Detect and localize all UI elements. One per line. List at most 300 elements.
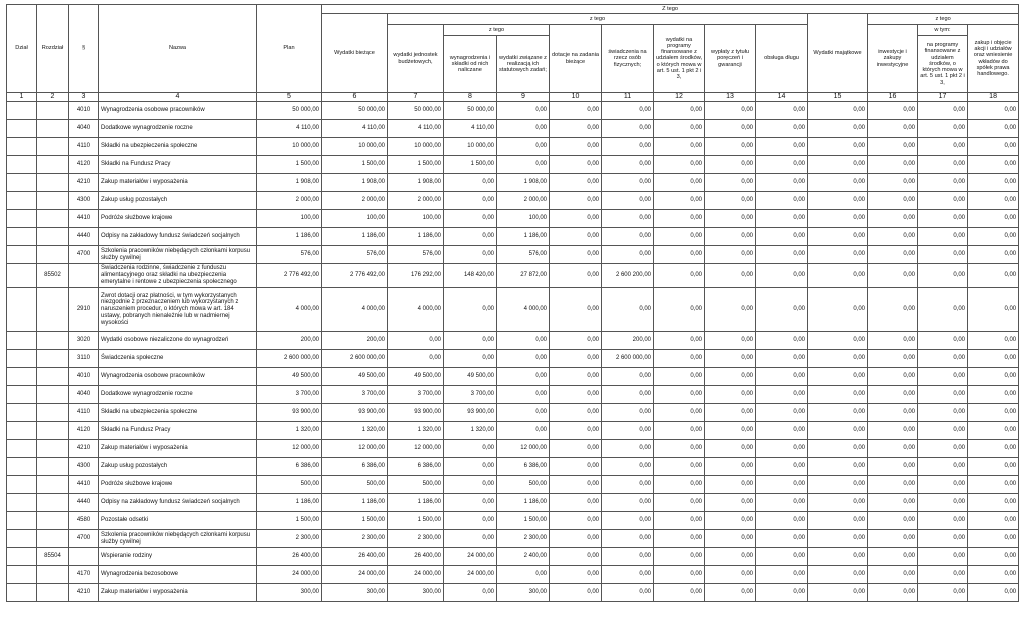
- cell-value: 500,00: [257, 476, 322, 494]
- cell-value: 0,00: [602, 102, 654, 120]
- cell-value: 0,00: [550, 102, 602, 120]
- cell-value: 0,00: [705, 530, 756, 548]
- cell-value: 0,00: [654, 120, 705, 138]
- cell-value: 0,00: [756, 476, 808, 494]
- cell-value: 0,00: [968, 548, 1019, 566]
- header-wydatki-biezace: Wydatki bieżące: [322, 14, 388, 93]
- cell-value: 0,00: [918, 138, 968, 156]
- table-row: [7, 476, 1019, 494]
- cell-value: 0,00: [602, 288, 654, 332]
- cell-paragraf: 4110: [69, 138, 99, 156]
- cell-value: 0,00: [550, 156, 602, 174]
- cell-value: 0,00: [602, 548, 654, 566]
- cell-value: 3 700,00: [388, 386, 444, 404]
- header-wydatki-jednostek: wydatki jednostek budżetowych,: [388, 25, 444, 93]
- cell-value: 12 000,00: [322, 440, 388, 458]
- cell-nazwa: Zwrot dotacji oraz płatności, w tym wykorzystanych niezgodnie z przeznaczeniem lub wykorzystanych z naruszeniem procedur, o których mowa w art. 184 ustawy, pobranych nienależnie lub w nadmiernej wysokości: [99, 288, 257, 332]
- cell-dzial: [7, 584, 37, 602]
- cell-value: 0,00: [705, 422, 756, 440]
- column-number: 1: [7, 93, 37, 102]
- header-wydatki-majatkowe: Wydatki majątkowe: [808, 14, 868, 93]
- budget-table-page: [6, 4, 1018, 602]
- cell-value: 0,00: [550, 512, 602, 530]
- cell-paragraf: 4120: [69, 156, 99, 174]
- cell-value: 1 186,00: [388, 228, 444, 246]
- cell-value: 0,00: [550, 530, 602, 548]
- cell-dzial: [7, 350, 37, 368]
- cell-value: 100,00: [388, 210, 444, 228]
- cell-value: 2 300,00: [497, 530, 550, 548]
- cell-value: 1 500,00: [497, 512, 550, 530]
- cell-paragraf: 4410: [69, 210, 99, 228]
- column-number: 17: [918, 93, 968, 102]
- cell-value: 2 000,00: [497, 192, 550, 210]
- cell-value: 0,00: [654, 156, 705, 174]
- table-row: [7, 138, 1019, 156]
- cell-value: 0,00: [497, 350, 550, 368]
- column-number: 6: [322, 93, 388, 102]
- cell-value: 0,00: [808, 386, 868, 404]
- cell-dzial: [7, 494, 37, 512]
- cell-value: 0,00: [705, 156, 756, 174]
- cell-value: 0,00: [602, 120, 654, 138]
- cell-value: 0,00: [918, 494, 968, 512]
- cell-value: 1 500,00: [322, 156, 388, 174]
- cell-value: 24 000,00: [322, 566, 388, 584]
- cell-value: 1 186,00: [257, 228, 322, 246]
- cell-value: 1 908,00: [388, 174, 444, 192]
- cell-paragraf: [69, 264, 99, 288]
- cell-value: 0,00: [968, 210, 1019, 228]
- cell-value: 0,00: [756, 368, 808, 386]
- cell-value: 10 000,00: [444, 138, 497, 156]
- cell-value: 0,00: [918, 210, 968, 228]
- cell-value: 10 000,00: [257, 138, 322, 156]
- cell-value: 0,00: [444, 332, 497, 350]
- cell-paragraf: 4120: [69, 422, 99, 440]
- cell-value: 0,00: [968, 476, 1019, 494]
- cell-value: 0,00: [808, 192, 868, 210]
- cell-value: 0,00: [918, 288, 968, 332]
- cell-dzial: [7, 404, 37, 422]
- cell-value: 0,00: [654, 404, 705, 422]
- cell-value: 0,00: [654, 494, 705, 512]
- table-row: [7, 264, 1019, 288]
- cell-rozdzial: [37, 246, 69, 264]
- cell-value: 0,00: [808, 404, 868, 422]
- cell-value: 1 500,00: [444, 156, 497, 174]
- cell-value: 0,00: [968, 566, 1019, 584]
- cell-value: 0,00: [918, 386, 968, 404]
- cell-value: 0,00: [868, 264, 918, 288]
- cell-value: 0,00: [918, 120, 968, 138]
- header-programy-ue-maj: na programy finansowane z udziałem środków, o których mowa w art. 5 ust. 1 pkt 2 i 3,: [918, 36, 968, 93]
- cell-value: 0,00: [602, 476, 654, 494]
- cell-value: 12 000,00: [388, 440, 444, 458]
- cell-dzial: [7, 138, 37, 156]
- cell-value: 0,00: [756, 264, 808, 288]
- cell-value: 2 400,00: [497, 548, 550, 566]
- cell-rozdzial: [37, 120, 69, 138]
- table-row: [7, 350, 1019, 368]
- cell-value: 0,00: [756, 350, 808, 368]
- cell-value: 0,00: [868, 332, 918, 350]
- header-rozdzial: Rozdział: [37, 5, 69, 93]
- table-row: [7, 458, 1019, 476]
- cell-nazwa: Zakup usług pozostałych: [99, 192, 257, 210]
- cell-value: 0,00: [808, 548, 868, 566]
- column-number: 12: [654, 93, 705, 102]
- cell-value: 0,00: [918, 102, 968, 120]
- header-z-tego-majatkowe: z tego: [868, 14, 1019, 25]
- cell-nazwa: Wspieranie rodziny: [99, 548, 257, 566]
- cell-dzial: [7, 156, 37, 174]
- cell-value: 0,00: [968, 174, 1019, 192]
- cell-value: 0,00: [602, 174, 654, 192]
- cell-nazwa: Odpisy na zakładowy fundusz świadczeń socjalnych: [99, 228, 257, 246]
- cell-value: 50 000,00: [444, 102, 497, 120]
- cell-value: 0,00: [756, 156, 808, 174]
- cell-value: 0,00: [444, 584, 497, 602]
- cell-value: 0,00: [705, 566, 756, 584]
- cell-value: 0,00: [705, 210, 756, 228]
- cell-value: 0,00: [808, 368, 868, 386]
- cell-value: 0,00: [550, 228, 602, 246]
- cell-value: 0,00: [444, 246, 497, 264]
- cell-paragraf: 4300: [69, 192, 99, 210]
- cell-value: 0,00: [654, 530, 705, 548]
- table-row: [7, 228, 1019, 246]
- cell-value: 0,00: [550, 404, 602, 422]
- cell-value: 26 400,00: [388, 548, 444, 566]
- cell-rozdzial: [37, 350, 69, 368]
- cell-value: 0,00: [918, 350, 968, 368]
- cell-rozdzial: [37, 174, 69, 192]
- cell-value: 0,00: [968, 192, 1019, 210]
- cell-value: 1 500,00: [322, 512, 388, 530]
- cell-value: 500,00: [322, 476, 388, 494]
- cell-value: 0,00: [756, 566, 808, 584]
- cell-dzial: [7, 174, 37, 192]
- cell-value: 4 000,00: [388, 288, 444, 332]
- cell-value: 0,00: [808, 584, 868, 602]
- column-number: 15: [808, 93, 868, 102]
- cell-value: 0,00: [968, 138, 1019, 156]
- cell-value: 0,00: [388, 332, 444, 350]
- column-number: 14: [756, 93, 808, 102]
- cell-value: 0,00: [968, 350, 1019, 368]
- cell-value: 300,00: [497, 584, 550, 602]
- cell-value: 0,00: [918, 264, 968, 288]
- cell-value: 0,00: [868, 102, 918, 120]
- cell-value: 0,00: [756, 548, 808, 566]
- cell-value: 0,00: [868, 386, 918, 404]
- cell-value: 0,00: [868, 138, 918, 156]
- cell-value: 0,00: [808, 494, 868, 512]
- cell-value: 0,00: [756, 422, 808, 440]
- cell-value: 0,00: [705, 368, 756, 386]
- cell-nazwa: Szkolenia pracowników niebędących członkami korpusu służby cywilnej: [99, 530, 257, 548]
- cell-value: 576,00: [497, 246, 550, 264]
- cell-value: 0,00: [918, 566, 968, 584]
- cell-value: 0,00: [868, 476, 918, 494]
- cell-dzial: [7, 440, 37, 458]
- cell-dzial: [7, 512, 37, 530]
- cell-rozdzial: [37, 102, 69, 120]
- cell-dzial: [7, 246, 37, 264]
- cell-value: 0,00: [444, 192, 497, 210]
- cell-value: 0,00: [968, 404, 1019, 422]
- cell-value: 0,00: [968, 494, 1019, 512]
- cell-value: 0,00: [444, 440, 497, 458]
- column-number: 18: [968, 93, 1019, 102]
- cell-value: 0,00: [808, 264, 868, 288]
- cell-value: 49 500,00: [322, 368, 388, 386]
- cell-paragraf: 4010: [69, 368, 99, 386]
- cell-rozdzial: [37, 530, 69, 548]
- cell-value: 1 186,00: [322, 494, 388, 512]
- cell-value: 576,00: [257, 246, 322, 264]
- cell-value: 0,00: [654, 566, 705, 584]
- cell-value: 1 320,00: [257, 422, 322, 440]
- cell-rozdzial: [37, 192, 69, 210]
- cell-value: 0,00: [968, 530, 1019, 548]
- header-poreczenia: wypłaty z tytułu poręczeń i gwarancji: [705, 25, 756, 93]
- cell-value: 0,00: [705, 246, 756, 264]
- cell-value: 300,00: [388, 584, 444, 602]
- cell-value: 200,00: [257, 332, 322, 350]
- cell-value: 1 908,00: [322, 174, 388, 192]
- cell-value: 0,00: [654, 476, 705, 494]
- cell-value: 1 500,00: [388, 156, 444, 174]
- header-wydatki-statutowe: wydatki związane z realizacją ich statutowych zadań;: [497, 36, 550, 93]
- cell-value: 0,00: [602, 422, 654, 440]
- table-row: [7, 512, 1019, 530]
- cell-value: 0,00: [705, 404, 756, 422]
- cell-value: 1 320,00: [444, 422, 497, 440]
- cell-value: 93 900,00: [257, 404, 322, 422]
- cell-value: 0,00: [918, 584, 968, 602]
- cell-nazwa: Podróże służbowe krajowe: [99, 476, 257, 494]
- cell-rozdzial: 85504: [37, 548, 69, 566]
- cell-value: 2 000,00: [257, 192, 322, 210]
- cell-rozdzial: [37, 476, 69, 494]
- cell-nazwa: Składki na ubezpieczenia społeczne: [99, 404, 257, 422]
- cell-value: 0,00: [756, 494, 808, 512]
- cell-value: 3 700,00: [322, 386, 388, 404]
- cell-rozdzial: [37, 422, 69, 440]
- cell-dzial: [7, 458, 37, 476]
- cell-value: 0,00: [497, 368, 550, 386]
- cell-paragraf: 4440: [69, 494, 99, 512]
- cell-value: 0,00: [756, 404, 808, 422]
- cell-value: 200,00: [322, 332, 388, 350]
- cell-value: 0,00: [654, 512, 705, 530]
- cell-dzial: [7, 228, 37, 246]
- cell-value: 1 908,00: [497, 174, 550, 192]
- cell-value: 10 000,00: [322, 138, 388, 156]
- cell-value: 0,00: [444, 476, 497, 494]
- cell-value: 0,00: [444, 210, 497, 228]
- cell-value: 6 386,00: [497, 458, 550, 476]
- cell-value: 0,00: [868, 548, 918, 566]
- cell-value: 0,00: [654, 332, 705, 350]
- cell-value: 0,00: [654, 288, 705, 332]
- cell-paragraf: 4440: [69, 228, 99, 246]
- cell-rozdzial: 85502: [37, 264, 69, 288]
- cell-value: 50 000,00: [388, 102, 444, 120]
- cell-dzial: [7, 530, 37, 548]
- cell-value: 0,00: [808, 102, 868, 120]
- cell-value: 0,00: [808, 422, 868, 440]
- cell-rozdzial: [37, 156, 69, 174]
- cell-value: 0,00: [602, 386, 654, 404]
- cell-value: 4 110,00: [388, 120, 444, 138]
- cell-value: 0,00: [968, 102, 1019, 120]
- column-number: 11: [602, 93, 654, 102]
- cell-paragraf: 4700: [69, 530, 99, 548]
- cell-value: 0,00: [550, 264, 602, 288]
- header-dotacje: dotacje na zadania bieżące: [550, 25, 602, 93]
- cell-value: 0,00: [918, 440, 968, 458]
- cell-paragraf: 4040: [69, 386, 99, 404]
- cell-value: 0,00: [654, 548, 705, 566]
- cell-value: 0,00: [868, 440, 918, 458]
- cell-value: 1 320,00: [322, 422, 388, 440]
- cell-value: 0,00: [444, 174, 497, 192]
- cell-value: 0,00: [918, 476, 968, 494]
- header-akcje: zakup i objęcie akcji i udziałów oraz wniesienie wkładów do spółek prawa handlowego.: [968, 25, 1019, 93]
- cell-value: 0,00: [444, 350, 497, 368]
- cell-value: 0,00: [808, 288, 868, 332]
- cell-value: 0,00: [968, 422, 1019, 440]
- cell-nazwa: Świadczenia społeczne: [99, 350, 257, 368]
- header-plan: Plan: [257, 5, 322, 93]
- cell-value: 0,00: [808, 476, 868, 494]
- cell-value: 0,00: [602, 210, 654, 228]
- table-row: [7, 120, 1019, 138]
- cell-value: 0,00: [602, 138, 654, 156]
- cell-nazwa: Wynagrodzenia osobowe pracowników: [99, 368, 257, 386]
- cell-value: 0,00: [550, 422, 602, 440]
- column-number: 2: [37, 93, 69, 102]
- cell-value: 0,00: [868, 210, 918, 228]
- cell-value: 24 000,00: [388, 566, 444, 584]
- cell-value: 12 000,00: [257, 440, 322, 458]
- cell-value: 0,00: [705, 138, 756, 156]
- column-number: 13: [705, 93, 756, 102]
- cell-value: 0,00: [550, 288, 602, 332]
- cell-value: 0,00: [550, 548, 602, 566]
- cell-value: 0,00: [705, 332, 756, 350]
- cell-value: 0,00: [918, 332, 968, 350]
- cell-value: 2 000,00: [388, 192, 444, 210]
- header-paragraf: §: [69, 5, 99, 93]
- cell-value: 0,00: [968, 120, 1019, 138]
- cell-value: 0,00: [550, 120, 602, 138]
- cell-value: 0,00: [808, 210, 868, 228]
- cell-dzial: [7, 192, 37, 210]
- cell-value: 0,00: [808, 512, 868, 530]
- table-body: [7, 102, 1019, 602]
- table-row: [7, 494, 1019, 512]
- cell-value: 4 000,00: [322, 288, 388, 332]
- cell-value: 2 300,00: [322, 530, 388, 548]
- cell-value: 0,00: [918, 458, 968, 476]
- cell-nazwa: Zakup materiałów i wyposażenia: [99, 174, 257, 192]
- cell-value: 0,00: [918, 368, 968, 386]
- header-nazwa: Nazwa: [99, 5, 257, 93]
- cell-value: 2 600 000,00: [257, 350, 322, 368]
- cell-value: 0,00: [705, 440, 756, 458]
- cell-rozdzial: [37, 566, 69, 584]
- cell-value: 200,00: [602, 332, 654, 350]
- cell-value: 0,00: [868, 422, 918, 440]
- header-z-tego-jednostek: z tego: [444, 25, 550, 36]
- cell-value: 6 386,00: [322, 458, 388, 476]
- cell-rozdzial: [37, 332, 69, 350]
- cell-value: 49 500,00: [388, 368, 444, 386]
- cell-value: 0,00: [808, 458, 868, 476]
- cell-paragraf: 4170: [69, 566, 99, 584]
- table-header: [7, 5, 1019, 102]
- cell-value: 0,00: [808, 138, 868, 156]
- cell-value: 0,00: [550, 458, 602, 476]
- cell-value: 0,00: [968, 386, 1019, 404]
- cell-value: 0,00: [602, 440, 654, 458]
- cell-value: 0,00: [705, 512, 756, 530]
- cell-value: 0,00: [968, 288, 1019, 332]
- cell-rozdzial: [37, 386, 69, 404]
- cell-value: 0,00: [868, 566, 918, 584]
- column-number: 16: [868, 93, 918, 102]
- cell-value: 0,00: [756, 228, 808, 246]
- cell-value: 0,00: [918, 192, 968, 210]
- cell-value: 0,00: [654, 458, 705, 476]
- cell-dzial: [7, 368, 37, 386]
- cell-dzial: [7, 422, 37, 440]
- cell-value: 0,00: [868, 120, 918, 138]
- cell-value: 0,00: [868, 228, 918, 246]
- cell-value: 0,00: [808, 156, 868, 174]
- cell-value: 0,00: [550, 476, 602, 494]
- cell-value: 0,00: [808, 228, 868, 246]
- cell-value: 100,00: [497, 210, 550, 228]
- cell-value: 1 500,00: [257, 512, 322, 530]
- cell-value: 0,00: [808, 174, 868, 192]
- cell-value: 0,00: [497, 404, 550, 422]
- cell-value: 0,00: [968, 512, 1019, 530]
- cell-value: 2 600 000,00: [602, 350, 654, 368]
- cell-value: 0,00: [550, 246, 602, 264]
- cell-value: 0,00: [705, 494, 756, 512]
- cell-paragraf: 4700: [69, 246, 99, 264]
- table-row: [7, 404, 1019, 422]
- cell-paragraf: [69, 548, 99, 566]
- cell-value: 1 186,00: [388, 494, 444, 512]
- cell-rozdzial: [37, 440, 69, 458]
- cell-value: 0,00: [550, 192, 602, 210]
- cell-paragraf: 2910: [69, 288, 99, 332]
- cell-value: 26 400,00: [322, 548, 388, 566]
- cell-value: 0,00: [868, 494, 918, 512]
- cell-value: 3 700,00: [257, 386, 322, 404]
- cell-nazwa: Pozostałe odsetki: [99, 512, 257, 530]
- cell-value: 0,00: [918, 228, 968, 246]
- cell-value: 0,00: [808, 246, 868, 264]
- cell-value: 0,00: [497, 422, 550, 440]
- cell-value: 0,00: [550, 332, 602, 350]
